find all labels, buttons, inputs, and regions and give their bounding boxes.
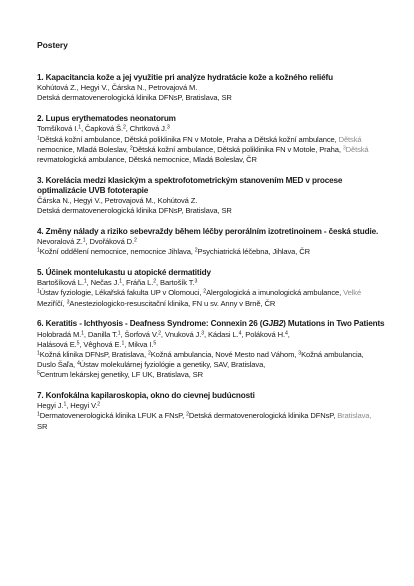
affil-text: Kožní oddělení nemocnice, nemocnice Jihlava, <box>39 247 195 257</box>
entry-title-text: Korelácia medzi klasickým a spektrofotometrickým stanovením MED v procese optimalizácie UVB fototerapie <box>37 175 343 195</box>
affil-sup: 2 <box>203 288 207 295</box>
affil-text: Ústav fyziologie, Lékařská fakulta UP v Olomouci, <box>39 288 204 298</box>
affil-text: Dětská kožní ambulance, Dětská poliklinika FN v Motole, Praha, <box>132 144 343 154</box>
author-sup: 2 <box>123 124 126 131</box>
author-name: , Danilla T. <box>83 329 118 339</box>
affil-sup: 2 <box>129 145 133 152</box>
entry-affiliation: Detská dermatovenerologická klinika DFNsP, Bratislava, SR <box>37 206 232 216</box>
affil-text: Duslo Šaľa, <box>37 360 78 370</box>
entry-title <box>37 114 388 124</box>
entry-number: 1. <box>37 73 44 82</box>
entry-title-text: ) Mutations in Two Patients <box>283 319 385 329</box>
entry-affiliation <box>37 135 388 166</box>
affil-sup: 2 <box>194 247 198 254</box>
author-name: , Bartošík T. <box>156 278 195 288</box>
affil-text: Dětská kožní ambulance, Dětská poliklinika FN v Motole, Praha a Dětská kožní ambulance, <box>39 134 339 144</box>
author-name: , Nečas J. <box>86 278 120 288</box>
affil-sup: 1 <box>37 134 40 141</box>
entry-authors <box>37 330 388 350</box>
author-name: Hegyi J. <box>37 401 64 411</box>
entry-title-text: Konfokálna kapilaroskopia, okno do cievnej budúcnosti <box>45 391 255 401</box>
affil-sup: 2 <box>147 350 151 357</box>
affil-text: Kožná ambulancia, Nové Mesto nad Váhom, <box>150 349 299 359</box>
entry-number: 2. <box>37 114 44 124</box>
author-name: Tomšíková I. <box>37 124 79 134</box>
author-sup: 4 <box>284 329 288 336</box>
affil-text: Centrum lekárskej genetiky, LF UK, Bratislava, SR <box>39 370 203 380</box>
author-name: , Vêghová E. <box>79 339 122 349</box>
author-sup: 1 <box>81 329 84 336</box>
gene-name: GJB2 <box>262 319 284 329</box>
author-sup: 5 <box>153 340 157 347</box>
entry-title <box>37 73 388 83</box>
author-name: , Kádasi L. <box>204 329 239 339</box>
poster-entry-2 <box>37 114 388 165</box>
entry-authors: Čárska N., Hegyi V., Petrovajová M., Kohútová Z. <box>37 196 198 206</box>
affil-text: SR <box>37 421 48 431</box>
author-name: , Hegyi V. <box>66 401 98 411</box>
page-title: Postery <box>37 40 68 50</box>
author-name: Halásová E. <box>37 339 77 349</box>
affil-text-faded: Bratislava, <box>337 411 372 421</box>
author-sup: 3 <box>194 278 198 285</box>
entry-number: 4. <box>37 226 44 236</box>
affil-sup: 3 <box>342 145 346 152</box>
affil-text: Psychiatrická léčebna, Jihlava, ČR <box>197 247 310 257</box>
affil-sup: 1 <box>37 288 40 295</box>
affil-text: Alergologická a imunologická ambulance, <box>206 288 344 298</box>
entry-title <box>37 268 388 278</box>
entry-authors <box>37 237 388 247</box>
author-sup: 3 <box>201 329 204 336</box>
affil-sup: 3 <box>298 350 302 357</box>
poster-entry-4 <box>37 227 388 258</box>
author-sup: 2 <box>134 237 137 244</box>
affil-text: Ústav molekulárnej fyziológie a genetiky, SAV, Bratislava, <box>79 360 266 370</box>
entry-affiliation <box>37 247 388 257</box>
author-sup: 1 <box>63 401 67 408</box>
entry-number: 7. <box>37 391 44 401</box>
affil-sup: 2 <box>186 411 189 418</box>
affil-text: nemocnice, Mladá Boleslav, <box>37 144 130 154</box>
entry-number: 5. <box>37 268 44 278</box>
author-name: Nevoralová Z. <box>37 237 83 247</box>
author-name: , Chrtková J. <box>125 124 167 134</box>
entry-title <box>37 227 388 237</box>
affil-sup: 1 <box>37 247 40 254</box>
entry-title-text: Keratitis - Ichthyosis - Deafness Syndrome: Connexin 26 ( <box>45 319 263 329</box>
affil-text: Kožná klinika DFNsP, Bratislava, <box>39 349 148 359</box>
author-name: , Fráňa L. <box>121 278 154 288</box>
author-sup: 2 <box>158 329 161 336</box>
author-name: , Mikva I. <box>124 339 154 349</box>
author-sup: 1 <box>78 124 81 131</box>
author-sup: 2 <box>97 401 101 408</box>
entry-authors <box>37 401 388 411</box>
entry-title-text: Kapacitancia kože a jej využitie pri analýze hydratácie kože a kožného reliéfu <box>45 73 333 82</box>
affil-sup: 5 <box>37 370 40 377</box>
entry-title <box>37 319 388 329</box>
entry-authors <box>37 278 388 288</box>
author-sup: 1 <box>117 329 121 336</box>
author-sup: 4 <box>238 329 242 336</box>
author-name: , Čapková Š. <box>80 124 123 134</box>
affil-sup: 1 <box>37 350 40 357</box>
entry-title-text: Účinek montelukastu u atopické dermatitidy <box>45 268 211 278</box>
affil-text: Kožná ambulancia, <box>301 349 364 359</box>
author-name: , Dvořáková D. <box>85 237 135 247</box>
author-sup: 3 <box>166 124 170 131</box>
author-sup: 5 <box>76 340 80 347</box>
entry-affiliation <box>37 411 388 431</box>
author-name: , Vnuková J. <box>160 329 202 339</box>
poster-entry-7 <box>37 391 388 432</box>
poster-entry-5 <box>37 268 388 309</box>
entry-title-text: Změny nálady a riziko sebevraždy během léčby perorálním izotretinoinem - česká studie. <box>45 226 379 236</box>
author-name: , <box>287 329 290 339</box>
author-name: Bartošíková L. <box>37 278 84 288</box>
author-sup: 1 <box>83 278 87 285</box>
affil-text: Dermatovenerologická klinika LFUK a FNsP, <box>39 411 187 421</box>
affil-text: Anesteziologicko-resuscitační klinika, FN u sv. Anny v Brně, ČR <box>69 298 276 308</box>
entry-affiliation <box>37 288 388 308</box>
entry-title <box>37 391 388 401</box>
affil-text-faded: Velké <box>343 288 362 298</box>
affil-sup: 4 <box>77 360 80 367</box>
poster-entry-6 <box>37 319 388 380</box>
affil-sup: 3 <box>66 299 70 306</box>
entry-number: 3. <box>37 175 44 185</box>
affil-text: Detská dermatovenerologická klinika DFNsP, <box>188 411 338 421</box>
author-sup: 2 <box>153 278 157 285</box>
affil-sup: 1 <box>37 411 40 418</box>
entry-authors: Kohútová Z., Hegyi V., Čárska N., Petrovajová M. <box>37 83 198 93</box>
author-sup: 1 <box>82 237 86 244</box>
poster-entries <box>37 73 388 432</box>
affil-text-faded: Dětská <box>345 144 369 154</box>
entry-title <box>37 176 388 196</box>
author-name: , Poláková H. <box>241 329 285 339</box>
author-sup: 1 <box>119 278 122 285</box>
entry-title-text: Lupus erythematodes neonatorum <box>45 114 176 124</box>
affil-text: Meziříčí, <box>37 298 67 308</box>
entry-authors <box>37 124 388 134</box>
author-name: , Šorfová V. <box>120 329 159 339</box>
entry-affiliation <box>37 350 388 381</box>
entry-number: 6. <box>37 319 44 329</box>
poster-entry-3 <box>37 176 388 217</box>
poster-entry-1 <box>37 73 388 104</box>
author-sup: 1 <box>121 340 125 347</box>
author-name: Holobradá M. <box>37 329 82 339</box>
affil-text-faded: Dětská <box>338 134 362 144</box>
affil-text: revmatologická ambulance, Dětská nemocnice, Mladá Boleslav, ČR <box>37 154 257 164</box>
entry-affiliation: Detská dermatovenerologická klinika DFNsP, Bratislava, SR <box>37 93 232 103</box>
